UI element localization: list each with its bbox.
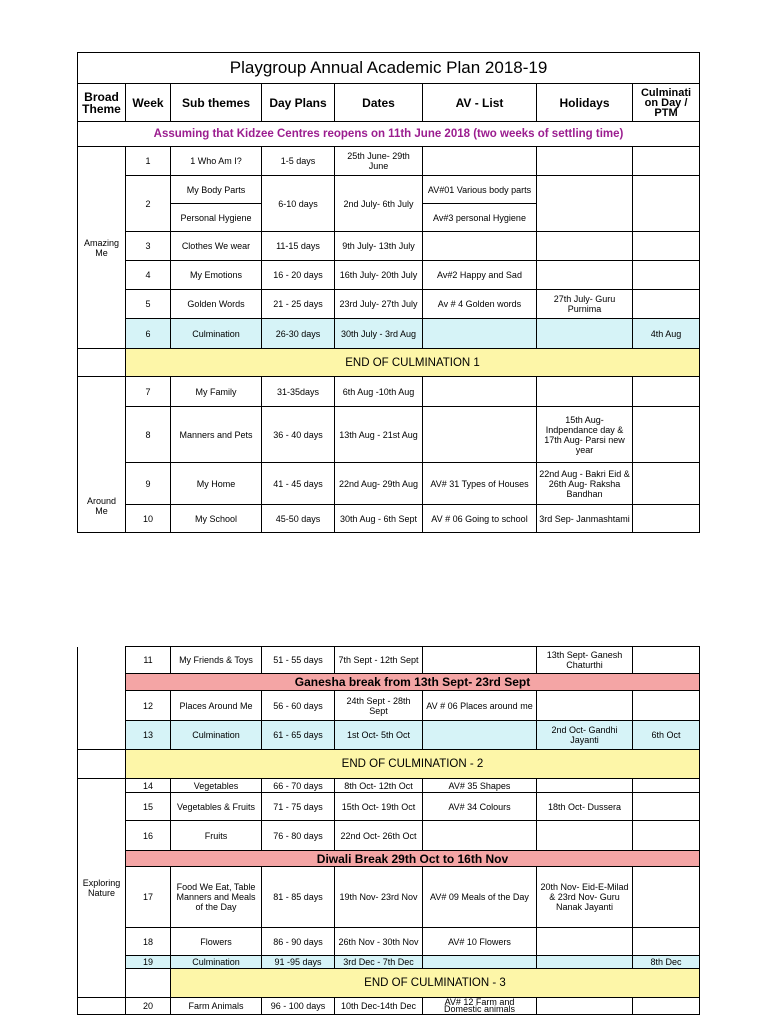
table-row: 2 My Body Parts 6-10 days 2nd July- 6th July AV#01 Various body parts [78,176,700,204]
table-row: 20 Farm Animals 96 - 100 days 10th Dec-14th Dec AV# 12 Farm and Domestic animals [78,998,700,1015]
end-of-culmination-1: END OF CULMINATION 1 [126,349,700,377]
header-week: Week [126,84,171,122]
header-culmination: Culminati on Day / PTM [633,84,700,122]
table-row [78,851,700,867]
table-row [78,349,700,377]
table-row: Personal Hygiene Av#3 personal Hygiene [78,204,700,232]
page-title: Playgroup Annual Academic Plan 2018-19 [78,53,700,84]
table-row: 16 Fruits 76 - 80 days 22nd Oct- 26th Oct [78,821,700,851]
header-broad-theme: Broad Theme [78,84,126,122]
table-row: 19 Culmination 91 -95 days 3rd Dec - 7th Dec 8th Dec [78,956,700,969]
assumption-note: Assuming that Kidzee Centres reopens on 11th June 2018 (two weeks of settling time) [78,122,700,147]
table-row: 10 My School 45-50 days 30th Aug - 6th Sept AV # 06 Going to school 3rd Sep- Janmashtami [78,505,700,533]
header-av-list: AV - List [423,84,537,122]
table-row [78,674,700,691]
table-row: 12 Places Around Me 56 - 60 days 24th Sept - 28th Sept AV # 06 Places around me [78,691,700,721]
theme-around-me: Around Me [78,377,126,533]
ganesha-break-banner: Ganesha break from 13th Sept- 23rd Sept [126,674,700,691]
theme-amazing-me: Amazing Me [78,147,126,349]
table-row: 9 My Home 41 - 45 days 22nd Aug- 29th Aug AV# 31 Types of Houses 22nd Aug - Bakri Eid & 26th Aug- Raksha Bandhan [78,463,700,505]
table-row [78,969,700,998]
table-row [78,750,700,779]
header-day-plans: Day Plans [262,84,335,122]
theme-exploring-nature: Exploring Nature [78,779,126,998]
table-row: Around Me 7 My Family 31-35days 6th Aug -10th Aug [78,377,700,407]
table-row: 3 Clothes We wear 11-15 days 9th July- 13th July [78,232,700,261]
table-row: 18 Flowers 86 - 90 days 26th Nov - 30th Nov AV# 10 Flowers [78,928,700,956]
end-of-culmination-3: END OF CULMINATION - 3 [171,969,700,998]
table-row: 17 Food We Eat, Table Manners and Meals of the Day 81 - 85 days 19th Nov- 23rd Nov AV# 09 Meals of the Day 20th Nov- Eid-E-Milad & 23rd Nov- Guru Nanak Jayanti [78,867,700,928]
diwali-break-banner: Diwali Break 29th Oct to 16th Nov [126,851,700,867]
table-row: 13 Culmination 61 - 65 days 1st Oct- 5th Oct 2nd Oct- Gandhi Jayanti 6th Oct [78,721,700,750]
header-sub-themes: Sub themes [171,84,262,122]
plan-table-page-2 [77,646,700,1015]
header-holidays: Holidays [537,84,633,122]
table-row: Amazing Me 1 1 Who Am I? 1-5 days 25th June- 29th June [78,147,700,176]
table-row: 6 Culmination 26-30 days 30th July - 3rd Aug 4th Aug [78,319,700,349]
table-row: 8 Manners and Pets 36 - 40 days 13th Aug - 21st Aug 15th Aug- Indpendance day & 17th Aug- Parsi new year [78,407,700,463]
plan-table-page-1 [77,52,700,533]
table-row: Exploring Nature 14 Vegetables 66 - 70 days 8th Oct- 12th Oct AV# 35 Shapes [78,779,700,793]
table-row: 11 My Friends & Toys 51 - 55 days 7th Sept - 12th Sept 13th Sept- Ganesh Chaturthi [78,647,700,674]
header-dates: Dates [335,84,423,122]
end-of-culmination-2: END OF CULMINATION - 2 [126,750,700,779]
table-row: 5 Golden Words 21 - 25 days 23rd July- 27th July Av # 4 Golden words 27th July- Guru Purnima [78,290,700,319]
table-row: 15 Vegetables & Fruits 71 - 75 days 15th Oct- 19th Oct AV# 34 Colours 18th Oct- Dussera [78,793,700,821]
table-row: 4 My Emotions 16 - 20 days 16th July- 20th July Av#2 Happy and Sad [78,261,700,290]
